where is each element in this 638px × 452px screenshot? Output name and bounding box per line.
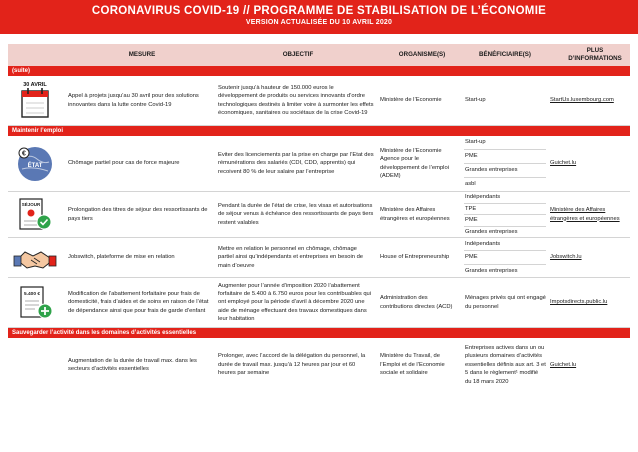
beneficiaires-cell xyxy=(464,338,546,392)
beneficiaires-cell xyxy=(464,136,546,191)
organisme-cell: Ministère des Affaires étrangères et européennes xyxy=(380,207,450,222)
calendar-icon xyxy=(8,76,66,125)
info-link[interactable]: StartUs.luxembourg.com xyxy=(550,97,614,104)
organisme-cell: Ministère du Travail, de l’Emploi et de l’Economie sociale et solidaire xyxy=(380,353,445,377)
table-row xyxy=(8,192,630,238)
table-row xyxy=(8,76,630,126)
mesure-cell: Appel à projets jusqu’au 30 avril pour des solutions innovantes dans la lutte contre Covid-19 xyxy=(68,93,199,108)
info-link[interactable]: Ministère des Affaires étrangères et européennes xyxy=(550,207,620,222)
info-link[interactable]: Jobswitch.lu xyxy=(550,254,582,261)
tax-document-label: 5.400 € xyxy=(23,291,41,297)
page-title: CORONAVIRUS COVID-19 // PROGRAMME DE STABILISATION DE L’ÉCONOMIE xyxy=(91,5,547,17)
beneficiaires-cell xyxy=(464,76,546,125)
residence-permit-icon xyxy=(8,192,66,237)
measures-table xyxy=(8,44,630,392)
objectif-cell: Eviter des licenciements par la prise en charge par l’Etat des rémunérations des salariés (CDI, CDD, apprentis) qui recoivent 80 % de leur salaire par l’entreprise xyxy=(218,151,374,175)
col-header-info: PLUS D’INFORMATIONS xyxy=(568,47,622,62)
section-essentiel: Sauvegarder l’activité dans les domaines d’activités essentielles xyxy=(8,328,630,338)
table-row xyxy=(8,338,630,392)
beneficiaire-item: Indépendants xyxy=(464,238,546,251)
table-row xyxy=(8,238,630,278)
table-row xyxy=(8,136,630,192)
section-suite: (suite) xyxy=(8,66,630,76)
tax-document-icon xyxy=(8,278,66,327)
info-link[interactable]: Guichet.lu xyxy=(550,361,577,368)
beneficiaire-item: TPE xyxy=(464,204,546,216)
beneficiaire-item: Grandes entreprises xyxy=(465,228,518,235)
beneficiaire-item: PME xyxy=(464,251,546,264)
beneficiaire-item: Indépendants xyxy=(464,192,546,204)
organisme-cell: House of Entrepreneurship xyxy=(380,254,450,261)
page-subtitle: VERSION ACTUALISÉE DU 10 AVRIL 2020 xyxy=(245,19,393,26)
col-header-objectif: OBJECTIF xyxy=(282,51,314,59)
organisme-cell: Ministère de l’Economie xyxy=(380,97,442,104)
objectif-cell: Mettre en relation le personnel en chômage, chômage partiel ainsi qu’indépendants et entreprises en besoin de main d’oeuvre xyxy=(218,245,364,269)
beneficiaire-item: Start-up xyxy=(464,136,546,150)
mesure-cell: Prolongation des titres de séjour des ressortissants de pays tiers xyxy=(68,207,208,222)
organisme-cell: Ministère de l’Economie Agence pour le développement de l’emploi (ADEM) xyxy=(380,147,449,179)
beneficiaire-item: Ménages privés qui ont engagé du personnel xyxy=(465,295,546,310)
beneficiaires-cell xyxy=(464,192,546,237)
info-link[interactable]: Guichet.lu xyxy=(550,160,577,167)
mesure-cell: Augmentation de la durée de travail max. dans les secteurs d’activités essentielles xyxy=(68,357,197,372)
empty-icon-cell xyxy=(8,338,66,392)
beneficiaire-item: Start-up xyxy=(465,97,486,104)
info-link[interactable]: Impotsdirects.public.lu xyxy=(550,299,608,306)
objectif-cell: Soutenir jusqu’à hauteur de 150.000 euros le développement de produits ou services innovants d’ordre technologiques destinés à limiter voire à surmonter les effets économiques, sanitaires ou sociétaux de la crise Covid-19 xyxy=(218,84,374,116)
svg-text:€: € xyxy=(22,150,26,157)
state-globe-label: ÉTAT xyxy=(27,162,43,169)
beneficiaire-item: PME xyxy=(464,215,546,227)
mesure-cell: Chômage partiel pour cas de force majeure xyxy=(68,160,180,167)
beneficiaire-item: Grandes entreprises xyxy=(465,267,518,274)
beneficiaire-item: Grandes entreprises xyxy=(464,164,546,178)
beneficiaire-item: Entreprises actives dans un ou plusieurs domaines d’activités essentielles définis aux art. 3 et 5 dans le règlement¹ modifié du 18 mars 2020 xyxy=(465,345,546,385)
state-globe-icon xyxy=(8,136,66,191)
col-header-mesure: MESURE xyxy=(128,51,156,59)
beneficiaire-item: asbl xyxy=(465,181,476,188)
calendar-icon-label: 30 AVRIL xyxy=(23,81,47,88)
col-header-beneficiaires: BÉNÉFICIAIRE(S) xyxy=(479,51,531,59)
section-emploi: Maintenir l’emploi xyxy=(8,126,630,136)
beneficiaire-item: PME xyxy=(464,150,546,164)
col-header-organisme: ORGANISME(S) xyxy=(398,51,446,59)
table-row xyxy=(8,278,630,328)
objectif-cell: Pendant la durée de l’état de crise, les visas et autorisations de séjour venus à échéance des ressortissants de pays tiers restent valables xyxy=(218,202,374,226)
table-header xyxy=(8,44,630,66)
organisme-cell: Administration des contributions directes (ACD) xyxy=(380,295,453,310)
handshake-icon xyxy=(8,238,66,277)
page-banner xyxy=(0,0,638,34)
mesure-cell: Jobswitch, plateforme de mise en relation xyxy=(68,254,175,261)
mesure-cell: Modification de l’abattement forfaitaire pour frais de domesticité, frais d’aides et de soins en raison de l’état de dépendance ainsi que pour frais de garde d’enfant xyxy=(68,290,209,314)
beneficiaires-cell xyxy=(464,238,546,277)
residence-permit-label: SÉJOUR xyxy=(21,201,41,207)
objectif-cell: Prolonger, avec l’accord de la délégation du personnel, la durée de travail max. jusqu’à 12 heures par jour et 60 heures par semaine xyxy=(218,353,366,377)
beneficiaires-cell xyxy=(464,278,546,327)
objectif-cell: Augmenter pour l’année d’imposition 2020 l’abattement forfaitaire de 5.400 à 6.750 euros pour les contribuables qui ont employé pour la période d’avril à décembre 2020 une aide de ménage effectuant des travaux domestiques dans leur habitation xyxy=(218,282,372,323)
